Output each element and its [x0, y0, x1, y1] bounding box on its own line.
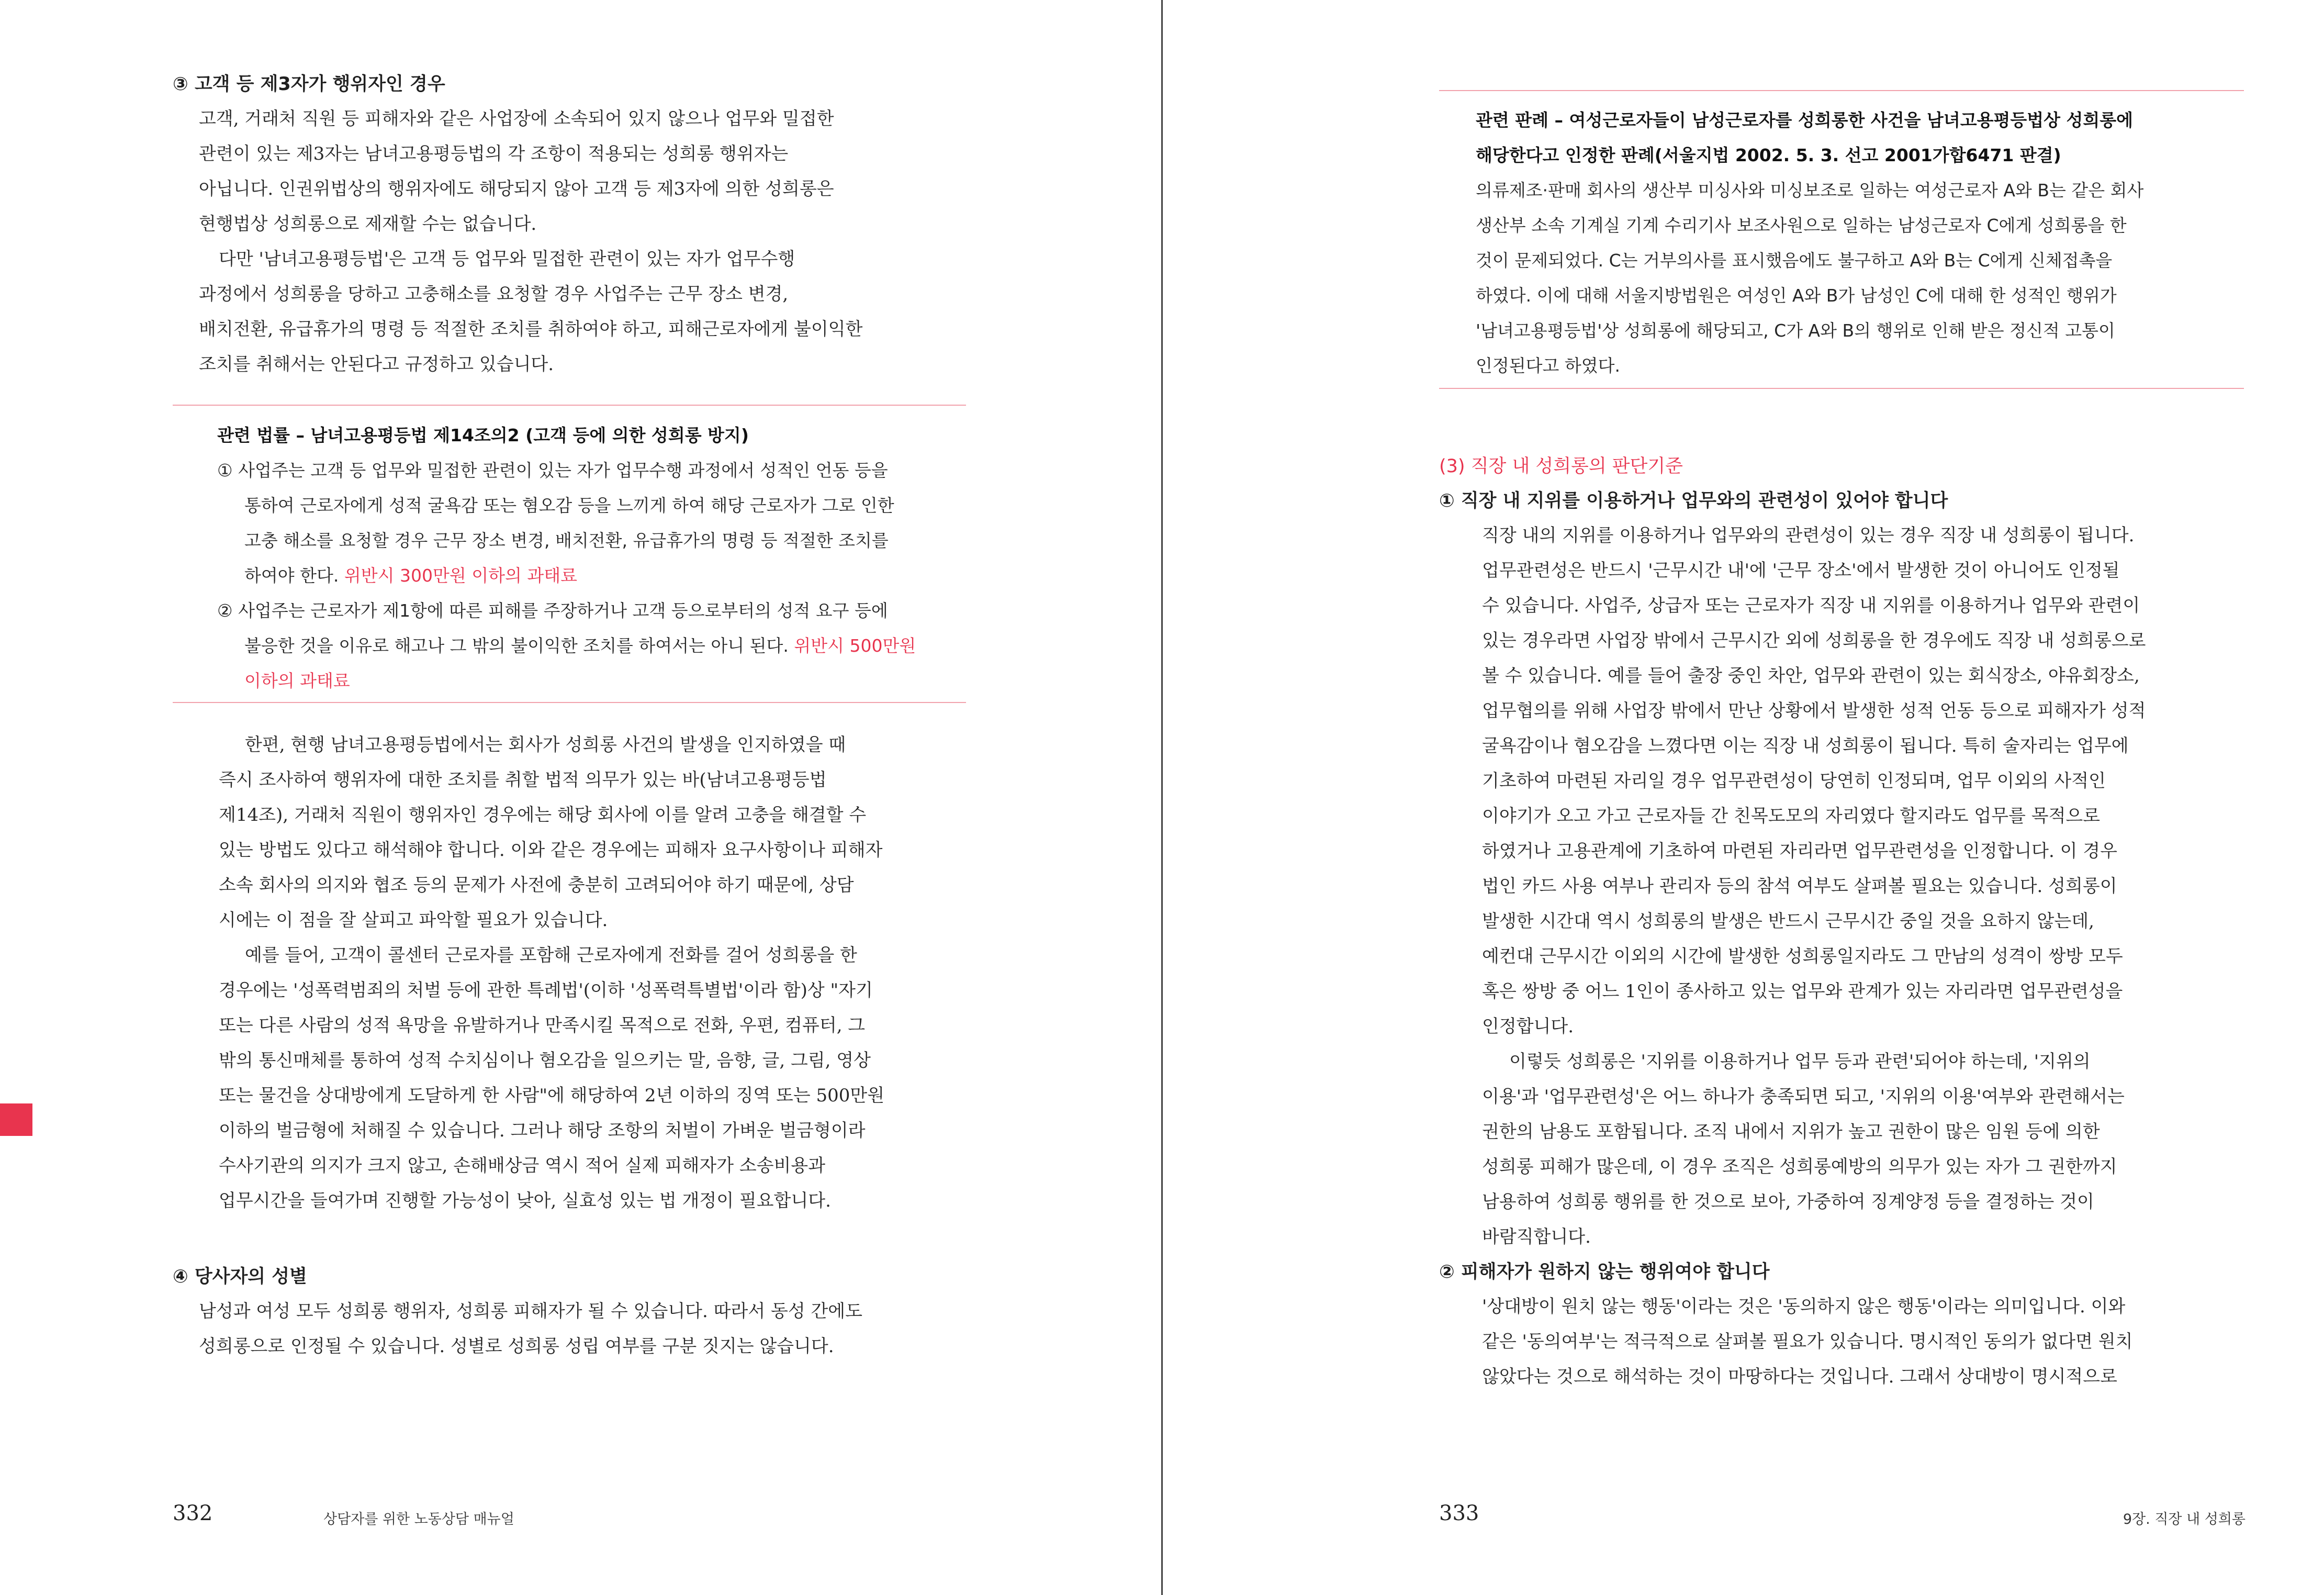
chapter-title: 9장. 직장 내 성희롱 [2123, 1511, 2246, 1527]
penalty-note: 위반시 300만원 이하의 과태료 [344, 565, 577, 586]
law-item-2: ② 사업주는 근로자가 제1항에 따른 피해를 주장하거나 고객 등으로부터의 성적 요구 등에 불응한 것을 이유로 해고나 그 밖의 불이익한 조치를 하여서는 아니 된다. 위반시 500만원 이하의 과태료 [217, 593, 916, 698]
section-3-paragraph-2: 다만 '남녀고용평등법'은 고객 등 업무와 밀접한 관련이 있는 자가 업무수행 과정에서 성희롱을 당하고 고충해소를 요청할 경우 사업주는 근무 장소 변경, 배치전환, 유급휴가의 명령 등 적절한 조치를 취하여야 하고, 피해근로자에게 불이익한 조치를 취해서는 안된다고 규정하고 있습니다. [199, 249, 863, 375]
section-title: (3) 직장 내 성희롱의 판단기준 [1439, 456, 1683, 477]
case-box-title-2: 해당한다고 인정한 판례(서울지법 2002. 5. 3. 선고 2001가합6471 판결) [1476, 145, 2061, 165]
section-3-third-party [173, 67, 862, 382]
penalty-note: 위반시 500만원 [794, 635, 916, 656]
section-3-paragraph-1: 고객, 거래처 직원 등 피해자와 같은 사업장에 소속되어 있지 않으나 업무와 밀접한 관련이 있는 제3자는 남녀고용평등법의 각 조항이 적용되는 성희롱 행위자는 아닙니다. 인권위법상의 행위자에도 해당되지 않아 고객 등 제3자에 의한 성희롱은 현행법상 성희롱으로 제재할 수는 없습니다. [199, 108, 834, 235]
criterion-2-paragraph: '상대방이 원치 않는 행동'이라는 것은 '동의하지 않은 행동'이라는 의미입니다. 이와 같은 '동의여부'는 적극적으로 살펴볼 필요가 있습니다. 명시적인 동의가 없다면 원치 않았다는 것으로 해석하는 것이 마땅하다는 것입니다. 그래서 상대방이 명시적으로 [1482, 1296, 2133, 1387]
law-box-title: 관련 법률 – 남녀고용평등법 제14조의2 (고객 등에 의한 성희롱 방지) [217, 425, 749, 445]
right-page [1163, 0, 2324, 1595]
paragraph-employer-duty: 한편, 현행 남녀고용평등법에서는 회사가 성희롱 사건의 발생을 인지하였을 때 즉시 조사하여 행위자에 대한 조치를 취할 법적 의무가 있는 바(남녀고용평등법 제14조), 거래처 직원이 행위자인 경우에는 해당 회사에 이를 알려 고충을 해결할 수 있는 방법도 있다고 해석해야 합니다. 이와 같은 경우에는 피해자 요구사항이나 피해자 소속 회사의 의지와 협조 등의 문제가 사전에 충분히 고려되어야 하기 때문에, 상담 시에는 이 점을 잘 살피고 파악할 필요가 있습니다. [219, 734, 883, 931]
section-4-gender: ④ 당사자의 성별 남성과 여성 모두 성희롱 행위자, 성희롱 피해자가 될 수 있습니다. 따라서 동성 간에도 성희롱으로 인정될 수 있습니다. 성별로 성희롱 성립 여부를 구분 짓지는 않습니다. [173, 1259, 862, 1364]
book-title: 상담자를 위한 노동상담 매뉴얼 [323, 1511, 514, 1527]
case-box-title: 관련 판례 – 여성근로자들이 남성근로자를 성희롱한 사건을 남녀고용평등법상 성희롱에 [1476, 110, 2134, 130]
law-box-bottom-rule [173, 702, 966, 703]
page-number-right: 333 [1439, 1501, 1479, 1525]
criterion-1-paragraph-1: 직장 내의 지위를 이용하거나 업무와의 관련성이 있는 경우 직장 내 성희롱이 됩니다. 업무관련성은 반드시 '근무시간 내'에 '근무 장소'에서 발생한 것이 아니어도 인정될 수 있습니다. 사업주, 상급자 또는 근로자가 직장 내 지위를 이용하거나 업무와 관련이 있는 경우라면 사업장 밖에서 근무시간 외에 성희롱을 한 경우에도 직장 내 성희롱으로 볼 수 있습니다. 예를 들어 출장 중인 차안, 업무와 관련이 있는 회식장소, 야유회장소, 업무협의를 위해 사업장 밖에서 만난 상황에서 발생한 성적 언동 등으로 피해자가 성적 굴욕감이나 혐오감을 느꼈다면 이는 직장 내 성희롱이 됩니다. 특히 술자리는 업무에 기초하여 마련된 자리일 경우 업무관련성이 당연히 인정되며, 업무 이외의 사적인 이야기가 오고 가고 근로자들 간 친목도모의 자리였다 할지라도 업무를 목적으로 하였거나 고용관계에 기초하여 마련된 자리라면 업무관련성을 인정합니다. 이 경우 법인 카드 사용 여부나 관리자 등의 참석 여부도 살펴볼 필요는 있습니다. 성희롱이 발생한 시간대 역시 성희롱의 발생은 반드시 근무시간 중일 것을 요하지 않는데, 예컨대 근무시간 이외의 시간에 발생한 성희롱일지라도 그 만남의 성격이 쌍방 모두 혹은 쌍방 중 어느 1인이 종사하고 있는 업무와 관계가 있는 자리라면 업무관련성을 인정합니다. [1482, 525, 2146, 1037]
case-box-top-rule [1439, 90, 2244, 91]
case-box-bottom-rule [1439, 388, 2244, 389]
law-item-1: ① 사업주는 고객 등 업무와 밀접한 관련이 있는 자가 업무수행 과정에서 성적인 언동 등을 통하여 근로자에게 성적 굴욕감 또는 혐오감 등을 느끼게 하여 해당 근로자가 그로 인한 고충 해소를 요청할 경우 근무 장소 변경, 배치전환, 유급휴가의 명령 등 적절한 조치를 하여야 한다. 위반시 300만원 이하의 과태료 [217, 460, 894, 586]
criterion-1-paragraph-2: 이렇듯 성희롱은 '지위를 이용하거나 업무 등과 관련'되어야 하는데, '지위의 이용'과 '업무관련성'은 어느 하나가 충족되면 되고, '지위의 이용'여부와 관련해서는 권한의 남용도 포함됩니다. 조직 내에서 지위가 높고 권한이 많은 임원 등에 의한 성희롱 피해가 많은데, 이 경우 조직은 성희롱예방의 의무가 있는 자가 그 권한까지 남용하여 성희롱 행위를 한 것으로 보아, 가중하여 징계양정 등을 결정하는 것이 바람직합니다. [1482, 1051, 2125, 1247]
law-box-top-rule [173, 405, 966, 406]
page-number-left: 332 [173, 1501, 213, 1525]
case-box: 관련 판례 – 여성근로자들이 남성근로자를 성희롱한 사건을 남녀고용평등법상 성희롱에 해당한다고 인정한 판례(서울지법 2002. 5. 3. 선고 2001가합6471 판결) 의류제조·판매 회사의 생산부 미싱사와 미싱보조로 일하는 여성근로자 A와 B는 같은 회사 생산부 소속 기계실 기계 수리기사 보조사원으로 일하는 남성근로자 C에게 성희롱을 한 것이 문제되었다. C는 거부의사를 표시했음에도 불구하고 A와 B는 C에게 신체접촉을 하였다. 이에 대해 서울지방법원은 여성인 A와 B가 남성인 C에 대해 한 성적인 행위가 '남녀고용평등법'상 성희롱에 해당되고, C가 A와 B의 행위로 인해 받은 정신적 고통이 인정된다고 하였다. [1476, 103, 2143, 383]
paragraph-call-center-example: 예를 들어, 고객이 콜센터 근로자를 포함해 근로자에게 전화를 걸어 성희롱을 한 경우에는 '성폭력범죄의 처벌 등에 관한 특례법'(이하 '성폭력특별법'이라 함)상 "자기 또는 다른 사람의 성적 욕망을 유발하거나 만족시킬 목적으로 전화, 우편, 컴퓨터, 그 밖의 통신매체를 통하여 성적 수치심이나 혐오감을 일으키는 말, 음향, 글, 그림, 영상 또는 물건을 상대방에게 도달하게 한 사람"에 해당하여 2년 이하의 징역 또는 500만원 이하의 벌금형에 처해질 수 있습니다. 그러나 해당 조항의 처벌이 가벼운 벌금형이라 수사기관의 의지가 크지 않고, 손해배상금 역시 적어 실제 피해자가 소송비용과 업무시간을 들여가며 진행할 가능성이 낮아, 실효성 있는 법 개정이 필요합니다. [219, 945, 885, 1211]
law-box [217, 418, 916, 698]
criterion-1-heading: ① 직장 내 지위를 이용하거나 업무와의 관련성이 있어야 합니다 [1439, 490, 1948, 511]
section-3-heading: ③ 고객 등 제3자가 행위자인 경우 [173, 74, 445, 95]
criterion-2-heading: ② 피해자가 원하지 않는 행위여야 합니다 [1439, 1262, 1770, 1282]
section-4-heading: ④ 당사자의 성별 [173, 1266, 307, 1287]
section-judgment-criteria [1439, 449, 2146, 1395]
penalty-note: 이하의 과태료 [244, 671, 350, 691]
